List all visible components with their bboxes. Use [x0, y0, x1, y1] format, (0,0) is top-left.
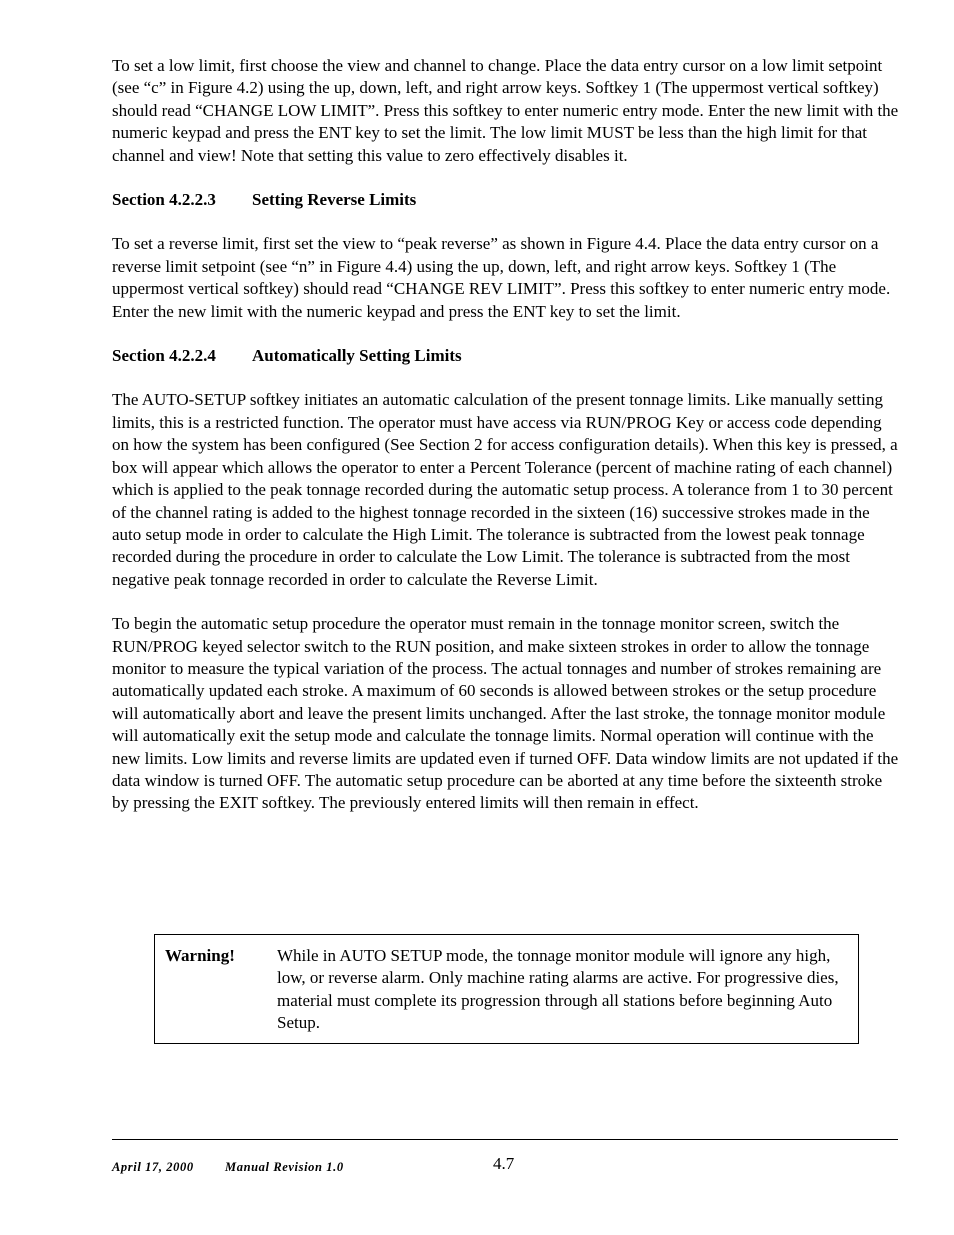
- section-title: Automatically Setting Limits: [252, 346, 462, 366]
- warning-label: Warning!: [165, 946, 235, 965]
- low-limit-paragraph: To set a low limit, first choose the view and channel to change. Place the data entry cursor on a low limit setpoint (see “c” in Figure 4.2) using the up, down, left, and right arrow keys. Softkey 1 (The uppermost vertical softkey) should read “CHANGE LOW LIMIT”. Press this softkey to enter numeric entry mode. Enter the new limit with the numeric keypad and press the ENT key to set the limit. The low limit MUST be less than the high limit for that channel and view! Note that setting this value to zero effectively disables it.: [112, 56, 899, 165]
- footer-date: April 17, 2000: [112, 1160, 194, 1174]
- procedure-paragraph: To begin the automatic setup procedure the operator must remain in the tonnage monitor screen, switch the RUN/PROG keyed selector switch to the RUN position, and make sixteen strokes in order to allow the tonnage monitor to measure the typical variation of the process. The actual tonnages and number of strokes remaining are automatically updated each stroke. A maximum of 60 seconds is allowed between strokes or the setup procedure will automatically abort and leave the present limits unchanged. After the last stroke, the tonnage monitor module will automatically exit the setup mode and calculate the tonnage limits. Normal operation will continue with the new limits. Low limits and reverse limits are updated even if turned OFF. Data window limits are not updated if the data window is turned OFF. The automatic setup procedure can be aborted at any time before the sixteenth stroke by pressing the EXIT softkey. The previously entered limits will then remain in effect.: [112, 614, 899, 813]
- page-number: 4.7: [493, 1154, 515, 1173]
- footer-revision: Manual Revision 1.0: [225, 1160, 344, 1174]
- auto-setup-paragraph: The AUTO-SETUP softkey initiates an automatic calculation of the present tonnage limits. Like manually setting limits, this is a restricted function. The operator must have access via RUN/PROG Key or access code depending on how the system has been configured (See Section 2 for access configuration details). When this key is pressed, a box will appear which allows the operator to enter a Percent Tolerance (percent of machine rating of each channel) which is applied to the peak tonnage recorded during the automatic setup process. A tolerance from 1 to 30 percent of the channel rating is added to the highest tonnage recorded in the sixteen (16) successive strokes made in the auto setup mode in order to calculate the High Limit. The tolerance is subtracted from the lowest peak tonnage recorded during the procedure in order to calculate the Low Limit. The tolerance is subtracted from the most negative peak tonnage recorded in order to calculate the Reverse Limit.: [112, 390, 898, 589]
- document-body: [112, 55, 902, 837]
- section-number: Section 4.2.2.3: [112, 190, 216, 210]
- section-number: Section 4.2.2.4: [112, 346, 216, 366]
- section-heading-auto-limits: [112, 345, 902, 367]
- footer-divider: [112, 1139, 898, 1140]
- warning-text: While in AUTO SETUP mode, the tonnage monitor module will ignore any high, low, or reverse alarm. Only machine rating alarms are active. For progressive dies, material must complete its progression through all stations before beginning Auto Setup.: [277, 946, 839, 1033]
- section-heading-reverse-limits: [112, 189, 902, 211]
- warning-box: [154, 934, 859, 1044]
- reverse-limit-paragraph: To set a reverse limit, first set the view to “peak reverse” as shown in Figure 4.4. Place the data entry cursor on a reverse limit setpoint (see “n” in Figure 4.4) using the up, down, left, and right arrow keys. Softkey 1 (The uppermost vertical softkey) should read “CHANGE REV LIMIT”. Press this softkey to enter numeric entry mode. Enter the new limit with the numeric keypad and press the ENT key to set the limit.: [112, 234, 891, 321]
- section-title: Setting Reverse Limits: [252, 190, 417, 210]
